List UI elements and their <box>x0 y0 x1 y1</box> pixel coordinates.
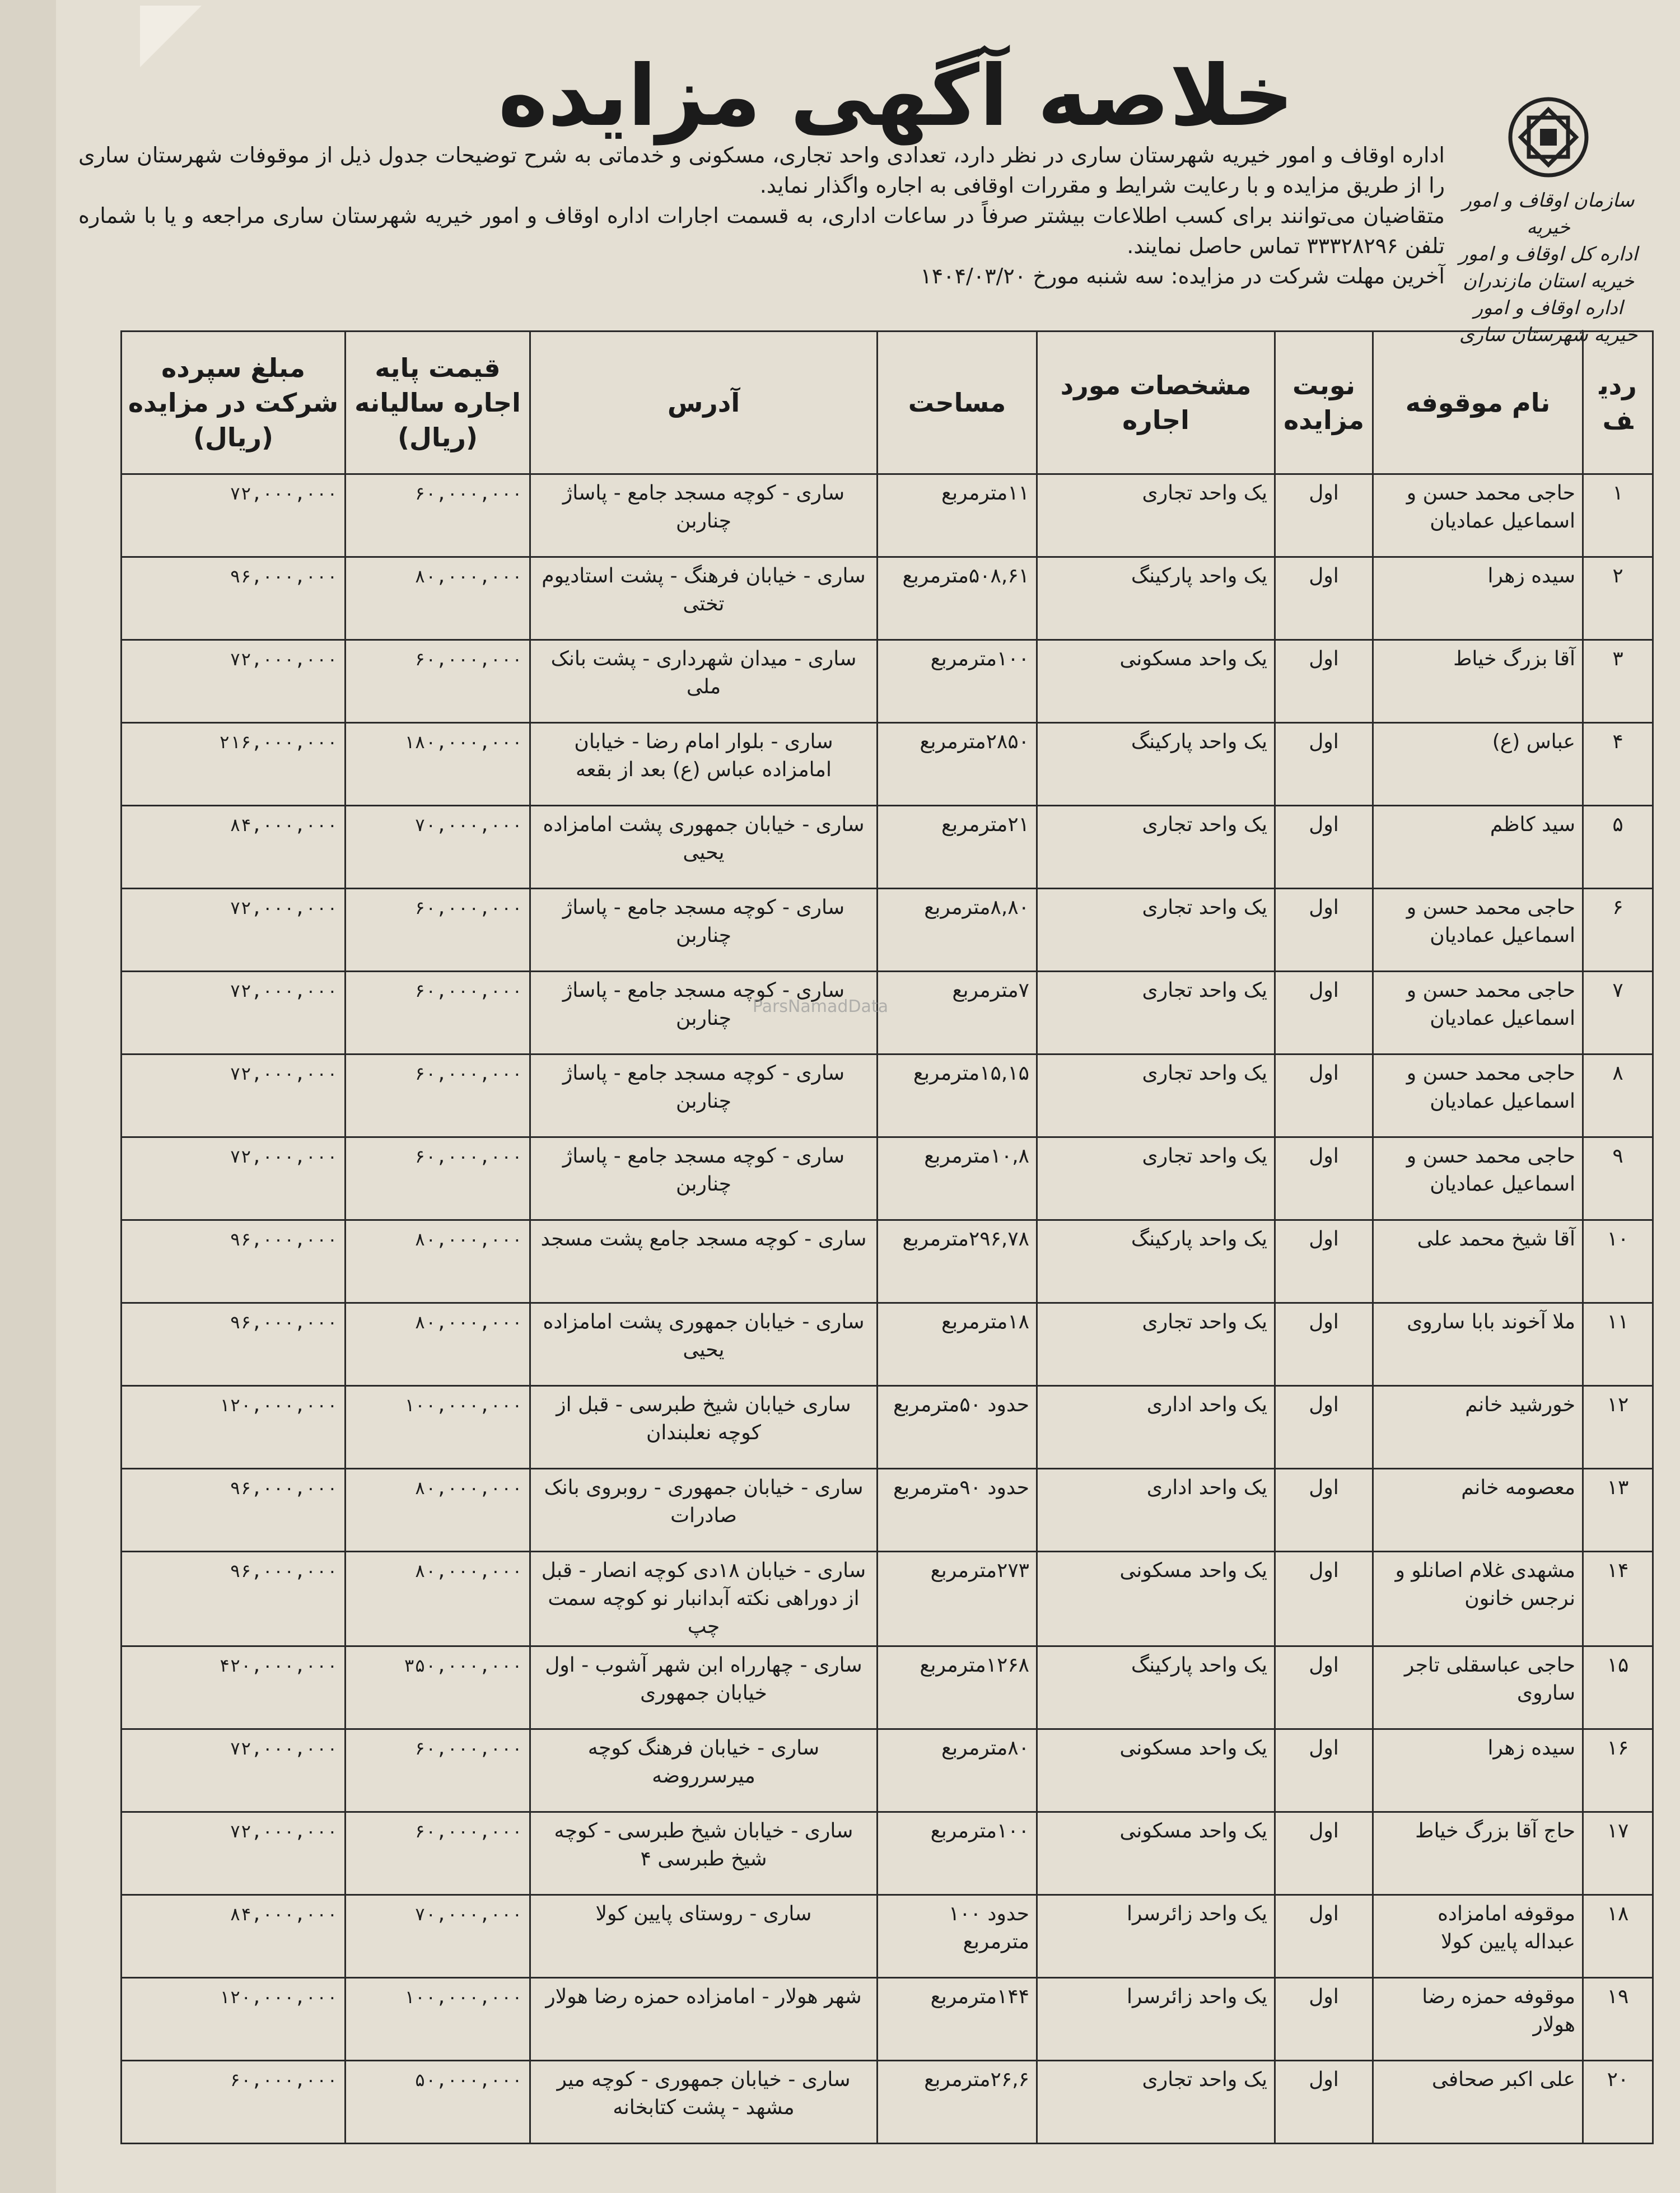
endowment-name: ملا آخوند بابا ساروی <box>1373 1303 1583 1386</box>
intro-paragraph-1: اداره اوقاف و امور خیریه شهرستان ساری در نظر دارد، تعدادی واحد تجاری، مسکونی و خدماتی به شرح توضیحات جدول ذیل از موقوفات شهرستان ساری را از طریق مزایده و با رعایت شرایط و مقررات اوقافی به اجاره واگذار نماید. <box>78 143 1445 198</box>
org-line-1: سازمان اوقاف و امور خیریه <box>1462 189 1635 239</box>
auction-turn: اول <box>1275 1303 1373 1386</box>
area: حدود ۵۰مترمربع <box>878 1386 1037 1469</box>
deposit: ۹۶,۰۰۰,۰۰۰ <box>122 1552 346 1646</box>
address: ساری - کوچه مسجد جامع - پاساژ چناربن <box>530 889 878 972</box>
row-number: ۱۵ <box>1583 1646 1653 1729</box>
row-number: ۹ <box>1583 1137 1653 1220</box>
table-row <box>122 1812 1653 1895</box>
header-endowment: نام موقوفه <box>1373 332 1583 474</box>
address: شهر هولار - امامزاده حمزه رضا هولار <box>530 1978 878 2061</box>
lease-spec: یک واحد تجاری <box>1037 474 1275 557</box>
area: ۱۵,۱۵مترمربع <box>878 1054 1037 1137</box>
row-number: ۲ <box>1583 557 1653 640</box>
row-number: ۲۰ <box>1583 2061 1653 2144</box>
intro-paragraph-2: متقاضیان می‌توانند برای کسب اطلاعات بیشتر صرفاً در ساعات اداری، به قسمت اجارات اداره اوقاف و امور خیریه شهرستان ساری مراجعه و یا با شماره تلفن ۳۳۳۲۸۲۹۶ تماس حاصل نمایند. <box>78 203 1445 258</box>
address: ساری - روستای پایین کولا <box>530 1895 878 1978</box>
auction-turn: اول <box>1275 889 1373 972</box>
endowment-name: حاجی محمد حسن و اسماعیل عمادیان <box>1373 972 1583 1054</box>
lease-spec: یک واحد مسکونی <box>1037 640 1275 723</box>
deposit: ۷۲,۰۰۰,۰۰۰ <box>122 889 346 972</box>
row-number: ۳ <box>1583 640 1653 723</box>
deadline-text: آخرین مهلت شرکت در مزایده: سه شنبه مورخ ۱۴۰۴/۰۳/۲۰ <box>920 264 1445 288</box>
lease-spec: یک واحد پارکینگ <box>1037 1220 1275 1303</box>
base-price: ۱۸۰,۰۰۰,۰۰۰ <box>346 723 530 806</box>
header-area: مساحت <box>878 332 1037 474</box>
area: ۵۰۸,۶۱مترمربع <box>878 557 1037 640</box>
auction-turn: اول <box>1275 474 1373 557</box>
lease-spec: یک واحد مسکونی <box>1037 1729 1275 1812</box>
deposit: ۲۱۶,۰۰۰,۰۰۰ <box>122 723 346 806</box>
area: ۱۸مترمربع <box>878 1303 1037 1386</box>
area: ۲۸۵۰مترمربع <box>878 723 1037 806</box>
address: ساری - خیابان جمهوری - روبروی بانک صادرات <box>530 1469 878 1552</box>
lease-spec: یک واحد مسکونی <box>1037 1552 1275 1646</box>
base-price: ۶۰,۰۰۰,۰۰۰ <box>346 1054 530 1137</box>
address: ساری - کوچه مسجد جامع - پاساژ چناربن <box>530 972 878 1054</box>
area: ۲۱مترمربع <box>878 806 1037 889</box>
table-row <box>122 1978 1653 2061</box>
table-row <box>122 806 1653 889</box>
auction-turn: اول <box>1275 1469 1373 1552</box>
table-row <box>122 1137 1653 1220</box>
area: ۷مترمربع <box>878 972 1037 1054</box>
table-header-row <box>122 332 1653 474</box>
row-number: ۱۸ <box>1583 1895 1653 1978</box>
area: ۲۹۶,۷۸مترمربع <box>878 1220 1037 1303</box>
table-row <box>122 1895 1653 1978</box>
endowment-name: حاجی محمد حسن و اسماعیل عمادیان <box>1373 474 1583 557</box>
lease-spec: یک واحد زائرسرا <box>1037 1978 1275 2061</box>
address: ساری - خیابان جمهوری پشت امامزاده یحیی <box>530 1303 878 1386</box>
auction-turn: اول <box>1275 1386 1373 1469</box>
deposit: ۶۰,۰۰۰,۰۰۰ <box>122 2061 346 2144</box>
address: ساری - خیابان فرهنگ کوچه میرسرروضه <box>530 1729 878 1812</box>
table-row <box>122 1552 1653 1646</box>
address: ساری - چهارراه ابن شهر آشوب - اول خیابان جمهوری <box>530 1646 878 1729</box>
address: ساری خیابان شیخ طبرسی - قبل از کوچه نعلبندان <box>530 1386 878 1469</box>
table-row <box>122 1729 1653 1812</box>
row-number: ۵ <box>1583 806 1653 889</box>
base-price: ۶۰,۰۰۰,۰۰۰ <box>346 474 530 557</box>
area: ۱۴۴مترمربع <box>878 1978 1037 2061</box>
table-row <box>122 1646 1653 1729</box>
auction-turn: اول <box>1275 1137 1373 1220</box>
endowment-name: عباس (ع) <box>1373 723 1583 806</box>
deposit: ۱۲۰,۰۰۰,۰۰۰ <box>122 1386 346 1469</box>
row-number: ۶ <box>1583 889 1653 972</box>
auction-turn: اول <box>1275 557 1373 640</box>
row-number: ۷ <box>1583 972 1653 1054</box>
row-number: ۸ <box>1583 1054 1653 1137</box>
address: ساری - بلوار امام رضا - خیابان امامزاده عباس (ع) بعد از بقعه <box>530 723 878 806</box>
lease-spec: یک واحد تجاری <box>1037 889 1275 972</box>
area: ۲۷۳مترمربع <box>878 1552 1037 1646</box>
deposit: ۹۶,۰۰۰,۰۰۰ <box>122 1220 346 1303</box>
header-base-price: قیمت پایه اجاره سالیانه (ریال) <box>346 332 530 474</box>
table-row <box>122 1303 1653 1386</box>
address: ساری - خیابان جمهوری - کوچه میر مشهد - پشت کتابخانه <box>530 2061 878 2144</box>
area: ۸,۸۰مترمربع <box>878 889 1037 972</box>
endowment-name: خورشید خانم <box>1373 1386 1583 1469</box>
area: حدود ۱۰۰ مترمربع <box>878 1895 1037 1978</box>
lease-spec: یک واحد پارکینگ <box>1037 723 1275 806</box>
org-line-3: اداره اوقاف و امور خیریه شهرستان ساری <box>1459 297 1638 346</box>
base-price: ۸۰,۰۰۰,۰۰۰ <box>346 1469 530 1552</box>
base-price: ۵۰,۰۰۰,۰۰۰ <box>346 2061 530 2144</box>
base-price: ۸۰,۰۰۰,۰۰۰ <box>346 1303 530 1386</box>
base-price: ۶۰,۰۰۰,۰۰۰ <box>346 640 530 723</box>
row-number: ۱۶ <box>1583 1729 1653 1812</box>
endowment-name: مشهدی غلام اصانلو و نرجس خانون <box>1373 1552 1583 1646</box>
endowment-name: سیده زهرا <box>1373 557 1583 640</box>
header-spec: مشخصات مورد اجاره <box>1037 332 1275 474</box>
base-price: ۶۰,۰۰۰,۰۰۰ <box>346 1137 530 1220</box>
table-row <box>122 889 1653 972</box>
endowment-name: علی اکبر صحافی <box>1373 2061 1583 2144</box>
org-line-2: اداره کل اوقاف و امور خیریه استان مازندران <box>1459 243 1638 292</box>
base-price: ۶۰,۰۰۰,۰۰۰ <box>346 1729 530 1812</box>
lease-spec: یک واحد اداری <box>1037 1469 1275 1552</box>
auction-turn: اول <box>1275 2061 1373 2144</box>
auction-turn: اول <box>1275 972 1373 1054</box>
lease-spec: یک واحد تجاری <box>1037 1303 1275 1386</box>
row-number: ۴ <box>1583 723 1653 806</box>
endowment-name: آقا شیخ محمد علی <box>1373 1220 1583 1303</box>
address: ساری - کوچه مسجد جامع - پاساژ چناربن <box>530 1137 878 1220</box>
table-row <box>122 2061 1653 2144</box>
deposit: ۹۶,۰۰۰,۰۰۰ <box>122 1469 346 1552</box>
page-fold <box>140 6 202 67</box>
auction-turn: اول <box>1275 1552 1373 1646</box>
base-price: ۸۰,۰۰۰,۰۰۰ <box>346 1220 530 1303</box>
address: ساری - کوچه مسجد جامع پشت مسجد <box>530 1220 878 1303</box>
deposit: ۹۶,۰۰۰,۰۰۰ <box>122 1303 346 1386</box>
lease-spec: یک واحد تجاری <box>1037 2061 1275 2144</box>
area: ۱۱مترمربع <box>878 474 1037 557</box>
base-price: ۱۰۰,۰۰۰,۰۰۰ <box>346 1386 530 1469</box>
lease-spec: یک واحد تجاری <box>1037 972 1275 1054</box>
row-number: ۱۹ <box>1583 1978 1653 2061</box>
endowment-name: سیده زهرا <box>1373 1729 1583 1812</box>
address: ساری - کوچه مسجد جامع - پاساژ چناربن <box>530 1054 878 1137</box>
base-price: ۷۰,۰۰۰,۰۰۰ <box>346 806 530 889</box>
address: ساری - میدان شهرداری - پشت بانک ملی <box>530 640 878 723</box>
deposit: ۷۲,۰۰۰,۰۰۰ <box>122 474 346 557</box>
base-price: ۱۰۰,۰۰۰,۰۰۰ <box>346 1978 530 2061</box>
intro-text <box>78 140 1445 291</box>
lease-spec: یک واحد زائرسرا <box>1037 1895 1275 1978</box>
deposit: ۷۲,۰۰۰,۰۰۰ <box>122 1812 346 1895</box>
deposit: ۸۴,۰۰۰,۰۰۰ <box>122 1895 346 1978</box>
endowment-name: معصومه خانم <box>1373 1469 1583 1552</box>
table-row <box>122 640 1653 723</box>
base-price: ۷۰,۰۰۰,۰۰۰ <box>346 1895 530 1978</box>
endowment-name: حاجی عباسقلی تاجر ساروی <box>1373 1646 1583 1729</box>
endowment-name: سید کاظم <box>1373 806 1583 889</box>
lease-spec: یک واحد اداری <box>1037 1386 1275 1469</box>
endowment-name: حاجی محمد حسن و اسماعیل عمادیان <box>1373 889 1583 972</box>
awqaf-logo-icon <box>1506 95 1590 179</box>
area: ۱۲۶۸مترمربع <box>878 1646 1037 1729</box>
address: ساری - خیابان ۱۸دی کوچه انصار - قبل از دوراهی نکته آبدانبار نو کوچه سمت چپ <box>530 1552 878 1646</box>
deposit: ۹۶,۰۰۰,۰۰۰ <box>122 557 346 640</box>
area: ۲۶,۶مترمربع <box>878 2061 1037 2144</box>
row-number: ۱۳ <box>1583 1469 1653 1552</box>
area: ۱۰۰مترمربع <box>878 640 1037 723</box>
header-deposit: مبلغ سپرده شرکت در مزایده (ریال) <box>122 332 346 474</box>
header-address: آدرس <box>530 332 878 474</box>
lease-spec: یک واحد پارکینگ <box>1037 557 1275 640</box>
lease-spec: یک واحد مسکونی <box>1037 1812 1275 1895</box>
auction-turn: اول <box>1275 640 1373 723</box>
table-row <box>122 557 1653 640</box>
deposit: ۷۲,۰۰۰,۰۰۰ <box>122 640 346 723</box>
table-row <box>122 474 1653 557</box>
row-number: ۱۰ <box>1583 1220 1653 1303</box>
row-number: ۱۷ <box>1583 1812 1653 1895</box>
deposit: ۸۴,۰۰۰,۰۰۰ <box>122 806 346 889</box>
page-title: خلاصه آگهی مزایده <box>498 48 1294 145</box>
lease-spec: یک واحد تجاری <box>1037 1054 1275 1137</box>
deposit: ۷۲,۰۰۰,۰۰۰ <box>122 972 346 1054</box>
lease-spec: یک واحد تجاری <box>1037 806 1275 889</box>
base-price: ۸۰,۰۰۰,۰۰۰ <box>346 557 530 640</box>
auction-turn: اول <box>1275 1220 1373 1303</box>
address: ساری - خیابان فرهنگ - پشت استادیوم تختی <box>530 557 878 640</box>
endowment-name: موقوفه امامزاده عبداله پایین کولا <box>1373 1895 1583 1978</box>
deposit: ۴۲۰,۰۰۰,۰۰۰ <box>122 1646 346 1729</box>
row-number: ۱۱ <box>1583 1303 1653 1386</box>
row-number: ۱۴ <box>1583 1552 1653 1646</box>
auction-turn: اول <box>1275 723 1373 806</box>
table-row <box>122 1220 1653 1303</box>
base-price: ۸۰,۰۰۰,۰۰۰ <box>346 1552 530 1646</box>
area: ۱۰,۸مترمربع <box>878 1137 1037 1220</box>
header-turn: نوبت مزایده <box>1275 332 1373 474</box>
endowment-name: حاجی محمد حسن و اسماعیل عمادیان <box>1373 1137 1583 1220</box>
endowment-name: حاجی محمد حسن و اسماعیل عمادیان <box>1373 1054 1583 1137</box>
base-price: ۶۰,۰۰۰,۰۰۰ <box>346 1812 530 1895</box>
auction-turn: اول <box>1275 1729 1373 1812</box>
area: حدود ۹۰مترمربع <box>878 1469 1037 1552</box>
org-logo-block <box>1456 95 1641 348</box>
endowment-name: آقا بزرگ خیاط <box>1373 640 1583 723</box>
area: ۸۰مترمربع <box>878 1729 1037 1812</box>
auction-turn: اول <box>1275 806 1373 889</box>
auction-turn: اول <box>1275 1646 1373 1729</box>
table-row <box>122 723 1653 806</box>
deposit: ۷۲,۰۰۰,۰۰۰ <box>122 1137 346 1220</box>
address: ساری - خیابان جمهوری پشت امامزاده یحیی <box>530 806 878 889</box>
lease-spec: یک واحد پارکینگ <box>1037 1646 1275 1729</box>
deposit: ۱۲۰,۰۰۰,۰۰۰ <box>122 1978 346 2061</box>
base-price: ۶۰,۰۰۰,۰۰۰ <box>346 972 530 1054</box>
table-row <box>122 1469 1653 1552</box>
area: ۱۰۰مترمربع <box>878 1812 1037 1895</box>
deposit: ۷۲,۰۰۰,۰۰۰ <box>122 1729 346 1812</box>
base-price: ۳۵۰,۰۰۰,۰۰۰ <box>346 1646 530 1729</box>
lease-spec: یک واحد تجاری <box>1037 1137 1275 1220</box>
watermark-stamp: ParsNamadData <box>752 997 889 1016</box>
base-price: ۶۰,۰۰۰,۰۰۰ <box>346 889 530 972</box>
table-row <box>122 1386 1653 1469</box>
auction-turn: اول <box>1275 1054 1373 1137</box>
row-number: ۱۲ <box>1583 1386 1653 1469</box>
address: ساری - خیابان شیخ طبرسی - کوچه شیخ طبرسی ۴ <box>530 1812 878 1895</box>
address: ساری - کوچه مسجد جامع - پاساژ چناربن <box>530 474 878 557</box>
row-number: ۱ <box>1583 474 1653 557</box>
endowment-name: موقوفه حمزه رضا هولار <box>1373 1978 1583 2061</box>
auction-turn: اول <box>1275 1895 1373 1978</box>
auction-table <box>120 330 1654 2144</box>
auction-turn: اول <box>1275 1978 1373 2061</box>
deposit: ۷۲,۰۰۰,۰۰۰ <box>122 1054 346 1137</box>
header-row-number: ردیف <box>1583 332 1653 474</box>
endowment-name: حاج آقا بزرگ خیاط <box>1373 1812 1583 1895</box>
auction-turn: اول <box>1275 1812 1373 1895</box>
